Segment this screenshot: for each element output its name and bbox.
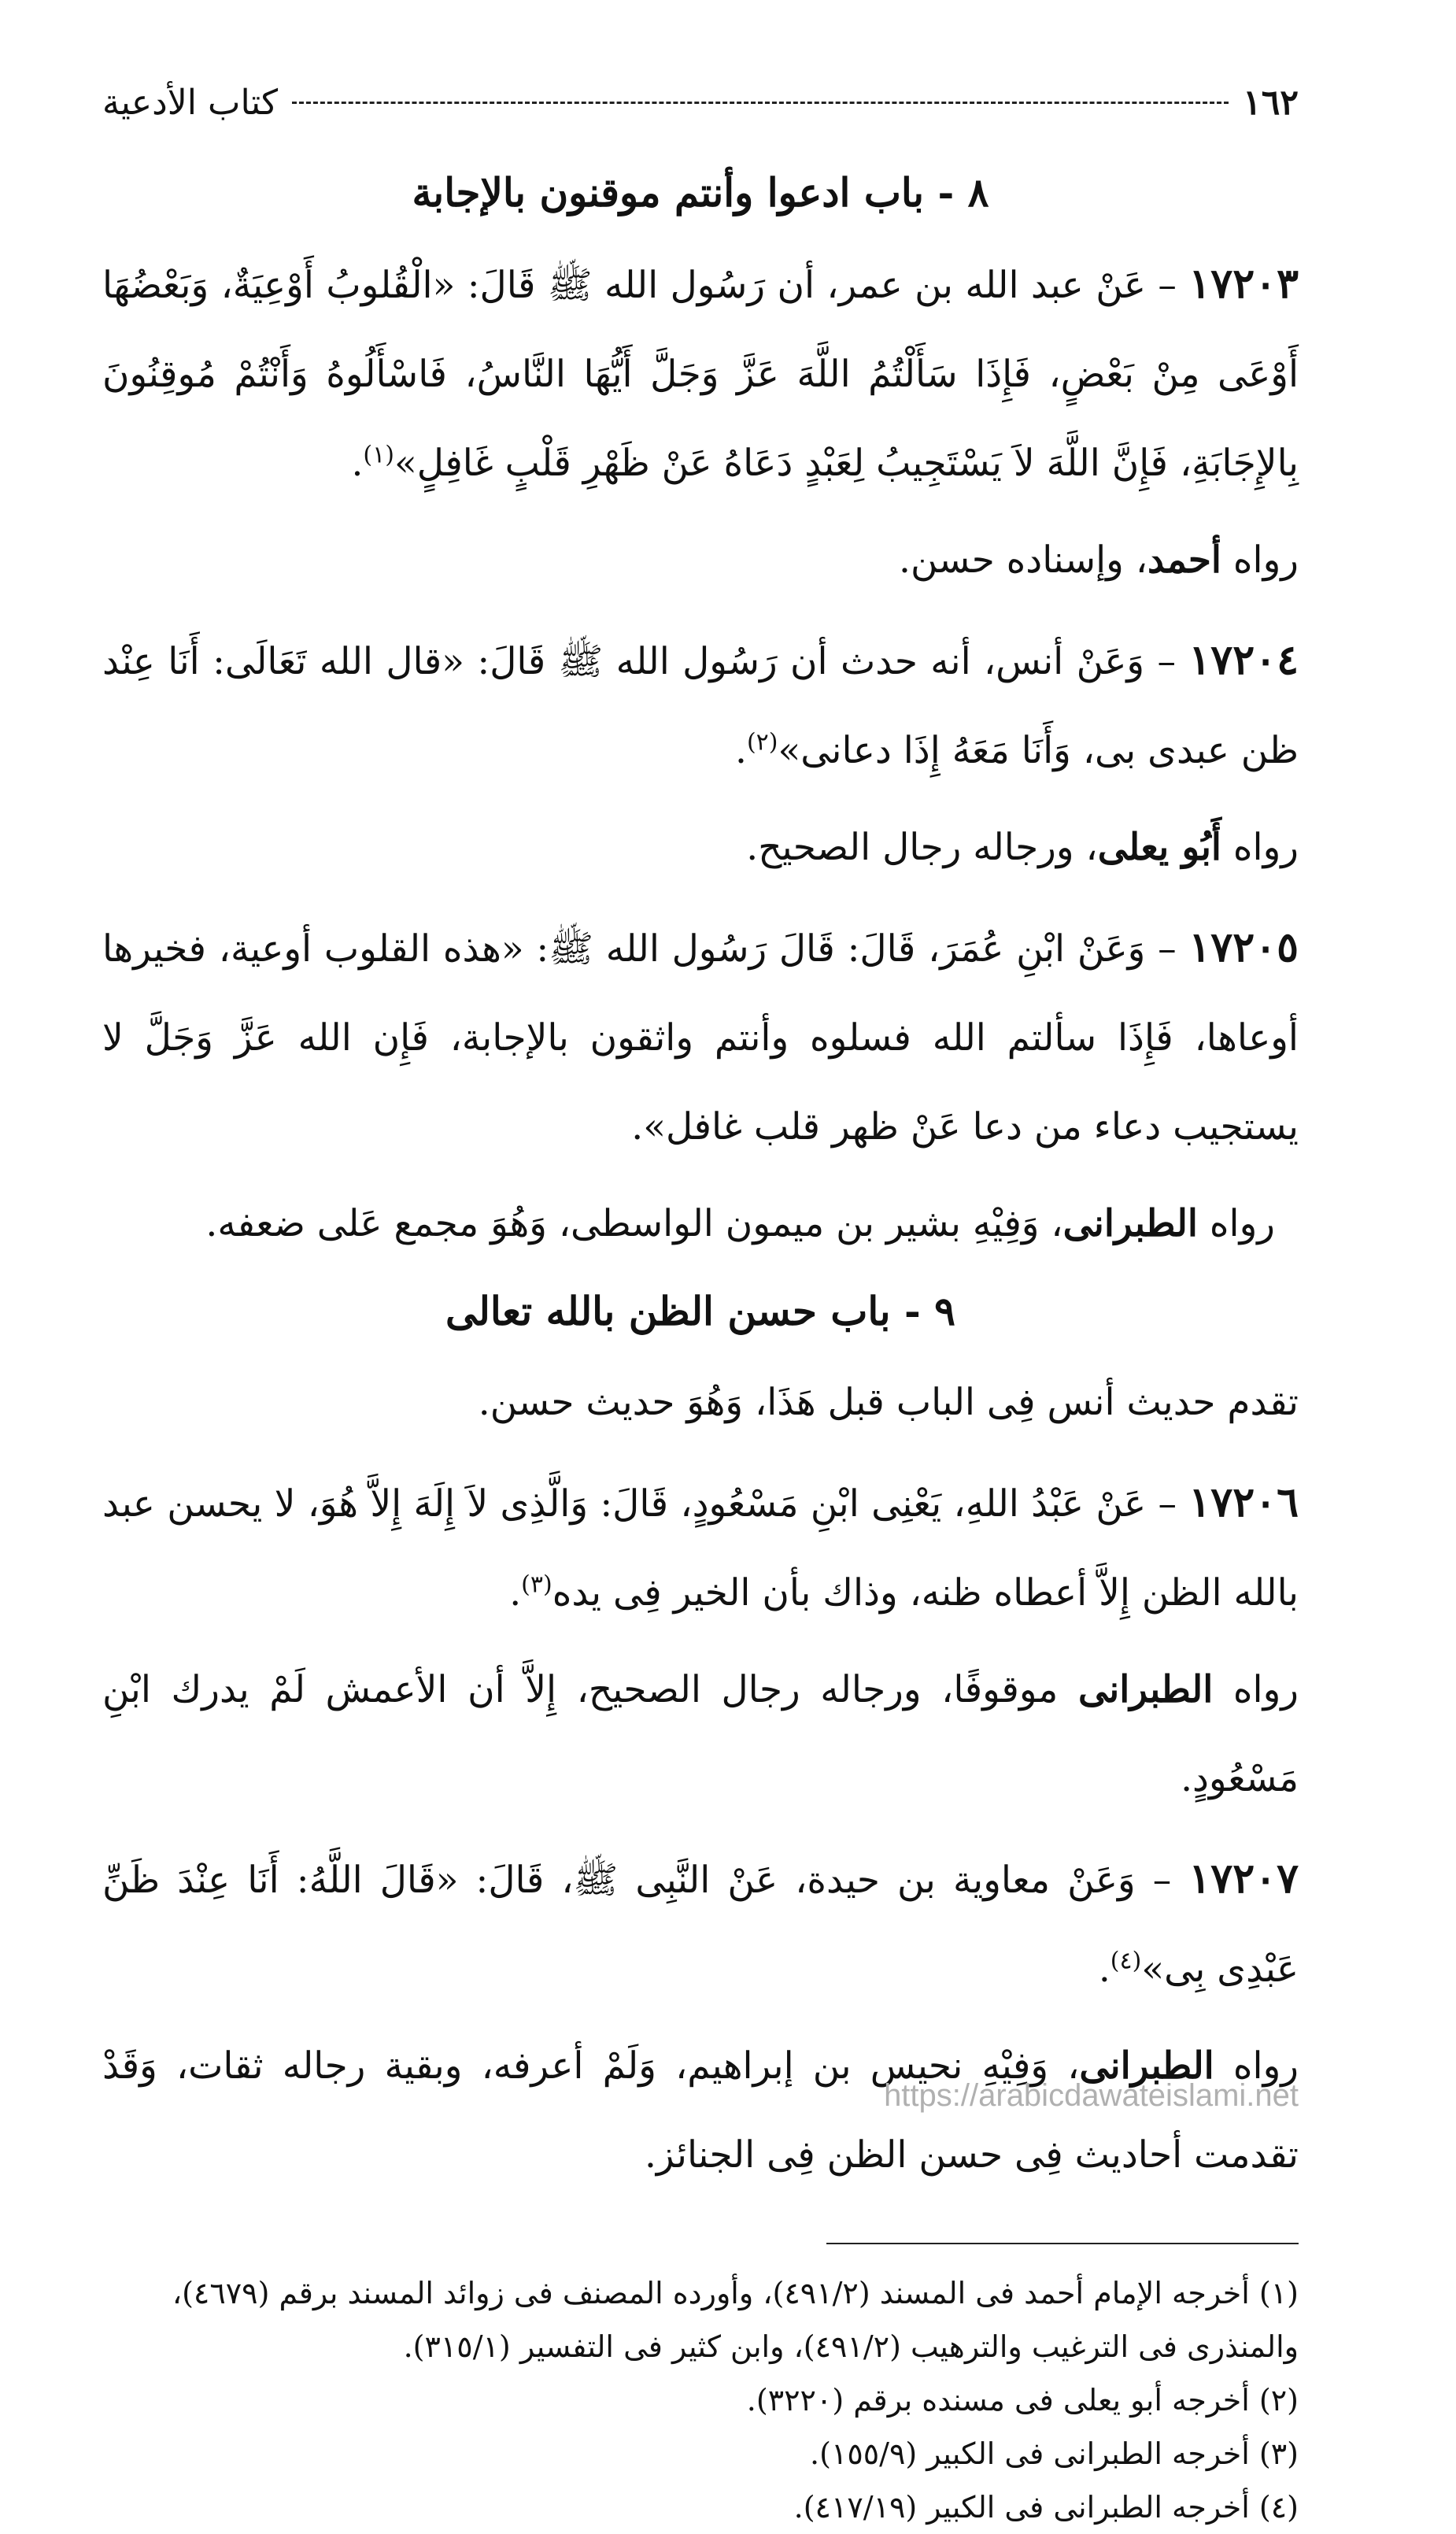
hadith-text: – وَعَنْ أنس، أنه حدث أن رَسُول الله ﷺ قَالَ: «قال الله تَعَالَى: أَنَا عِنْد ظن عبدى بى، وَأَنَا مَعَهُ إِذَا دعانى» [102,640,1299,772]
footnotes [102,2266,1299,2534]
footnote: (٣) أخرجه الطبرانى فى الكبير (١٥٥/٩). [810,2436,1299,2471]
page-number: ١٦٢ [1243,82,1299,123]
hadith-paragraph [102,1834,1299,2014]
narration-prefix: رواه [1197,1202,1275,1245]
section-intro: تقدم حديث أنس فِى الباب قبل هَذَا، وَهُوَ حديث حسن. [478,1381,1299,1424]
narration-source: أَبُو يعلى [1097,826,1221,869]
hadith-text: – وَعَنْ معاوية بن حيدة، عَنْ النَّبِى ﷺ، قَالَ: «قَالَ اللَّهُ: أَنَا عِنْدَ ظَنِّ عَبْدِى بِى» [102,1859,1299,1991]
page [102,75,1299,2534]
narration-prefix: رواه [1214,2044,1299,2088]
narration-source: الطبرانى [1077,1668,1214,1711]
narration-prefix: رواه [1221,826,1299,869]
running-header [102,75,1299,130]
footnote-ref[interactable]: (٣) [521,1570,552,1599]
hadith-text: – عَنْ عبد الله بن عمر، أن رَسُول الله ﷺ قَالَ: «الْقُلوبُ أَوْعِيَةٌ، وَبَعْضُهَا أَوْعَى مِنْ بَعْضٍ، فَإِذَا سَأَلْتُمُ اللَّهَ عَزَّ وَجَلَّ أَيُّهَا النَّاسُ، فَاسْأَلُوهُ وَأَنْتُمْ مُوقِنُونَ بِالإِجَابَةِ، فَإِنَّ اللَّهَ لاَ يَسْتَجِيبُ لِعَبْدٍ دَعَاهُ عَنْ ظَهْرِ قَلْبٍ غَافِلٍ» [102,264,1299,485]
hadith-end: . [351,442,364,485]
narration-source: أحمد [1147,538,1221,582]
hadith-paragraph [102,239,1299,508]
hadith-text: – وَعَنْ ابْنِ عُمَرَ، قَالَ: قَالَ رَسُول الله ﷺ: «هذه القلوب أوعية، فخيرها أوعاها، فَإِذَا سألتم الله فسلوه وأنتم واثقون بالإجابة، فَإِن الله عَزَّ وَجَلَّ لا يستجيب دعاء من دعا عَنْ ظهر قلب غافل». [102,927,1299,1149]
hadith-number: ١٧٢٠٦ [1188,1478,1299,1526]
hadith-end: . [734,729,747,772]
hadith-paragraph [102,616,1299,795]
narration-prefix: رواه [1221,538,1299,582]
narration-rest: ، وإسناده حسن. [899,538,1147,582]
narration-line [102,516,1299,605]
narration-line [102,1179,1299,1268]
narration-rest: ، وَفِيْهِ نحيس بن إبراهيم، وَلَمْ أعرفه، وبقية رجاله ثقات، وَقَدْ تقدمت أحاديث فِى حسن الظن فِى الجنائز. [102,2044,1299,2177]
footnote-ref[interactable]: (٢) [746,728,778,757]
watermark: https://arabicdawateislami.net [884,2078,1299,2113]
hadith-number: ١٧٢٠٥ [1188,923,1299,971]
book-title: كتاب الأدعية [102,82,279,123]
narration-prefix: رواه [1213,1668,1299,1711]
header-dashed-rule [292,102,1229,104]
section-heading: ٩ - باب حسن الظن بالله تعالى [445,1288,955,1334]
narration-rest: ، وَفِيْهِ بشير بن ميمون الواسطى، وَهُوَ مجمع عَلى ضعفه. [205,1202,1063,1245]
hadith-end: . [509,1571,522,1615]
narration-source: الطبرانى [1079,2044,1214,2088]
hadith-end: . [1098,1948,1110,1991]
narration-rest: ، ورجاله رجال الصحيح. [746,826,1098,869]
narration-source: الطبرانى [1062,1202,1198,1245]
footnote: (١) أخرجه الإمام أحمد فى المسند (٤٩١/٢)، وأورده المصنف فى زوائد المسند برقم (٤٦٧٩)، والمنذرى فى الترغيب والترهيب (٤٩١/٢)، وابن كثير فى التفسير (٣١٥/١). [172,2276,1299,2364]
footnote-ref[interactable]: (٤) [1110,1947,1142,1975]
narration-rest: موقوفًا، ورجاله رجال الصحيح، إِلاَّ أن الأعمش لَمْ يدرك ابْنِ مَسْعُودٍ. [102,1668,1299,1800]
footnote-ref[interactable]: (١) [363,441,394,469]
footnote: (٢) أخرجه أبو يعلى فى مسنده برقم (٣٢٢٠). [746,2383,1299,2417]
narration-line [102,1645,1299,1823]
hadith-number: ١٧٢٠٧ [1188,1855,1299,1903]
section-heading: ٨ - باب ادعوا وأنتم موقنون بالإجابة [412,169,989,216]
footnote-divider [826,2243,1299,2244]
narration-line [102,803,1299,892]
footnote: (٤) أخرجه الطبرانى فى الكبير (٤١٧/١٩). [793,2490,1299,2525]
hadith-paragraph [102,1458,1299,1637]
hadith-number: ١٧٢٠٤ [1188,636,1299,684]
hadith-text: – عَنْ عَبْدُ اللهِ، يَعْنِى ابْنِ مَسْعُودٍ، قَالَ: وَالَّذِى لاَ إِلَهَ إِلاَّ هُوَ، لا يحسن عبد بالله الظن إِلاَّ أعطاه ظنه، وذاك بأن الخير فِى يده [102,1482,1299,1615]
hadith-paragraph [102,903,1299,1171]
hadith-number: ١٧٢٠٣ [1188,260,1299,308]
